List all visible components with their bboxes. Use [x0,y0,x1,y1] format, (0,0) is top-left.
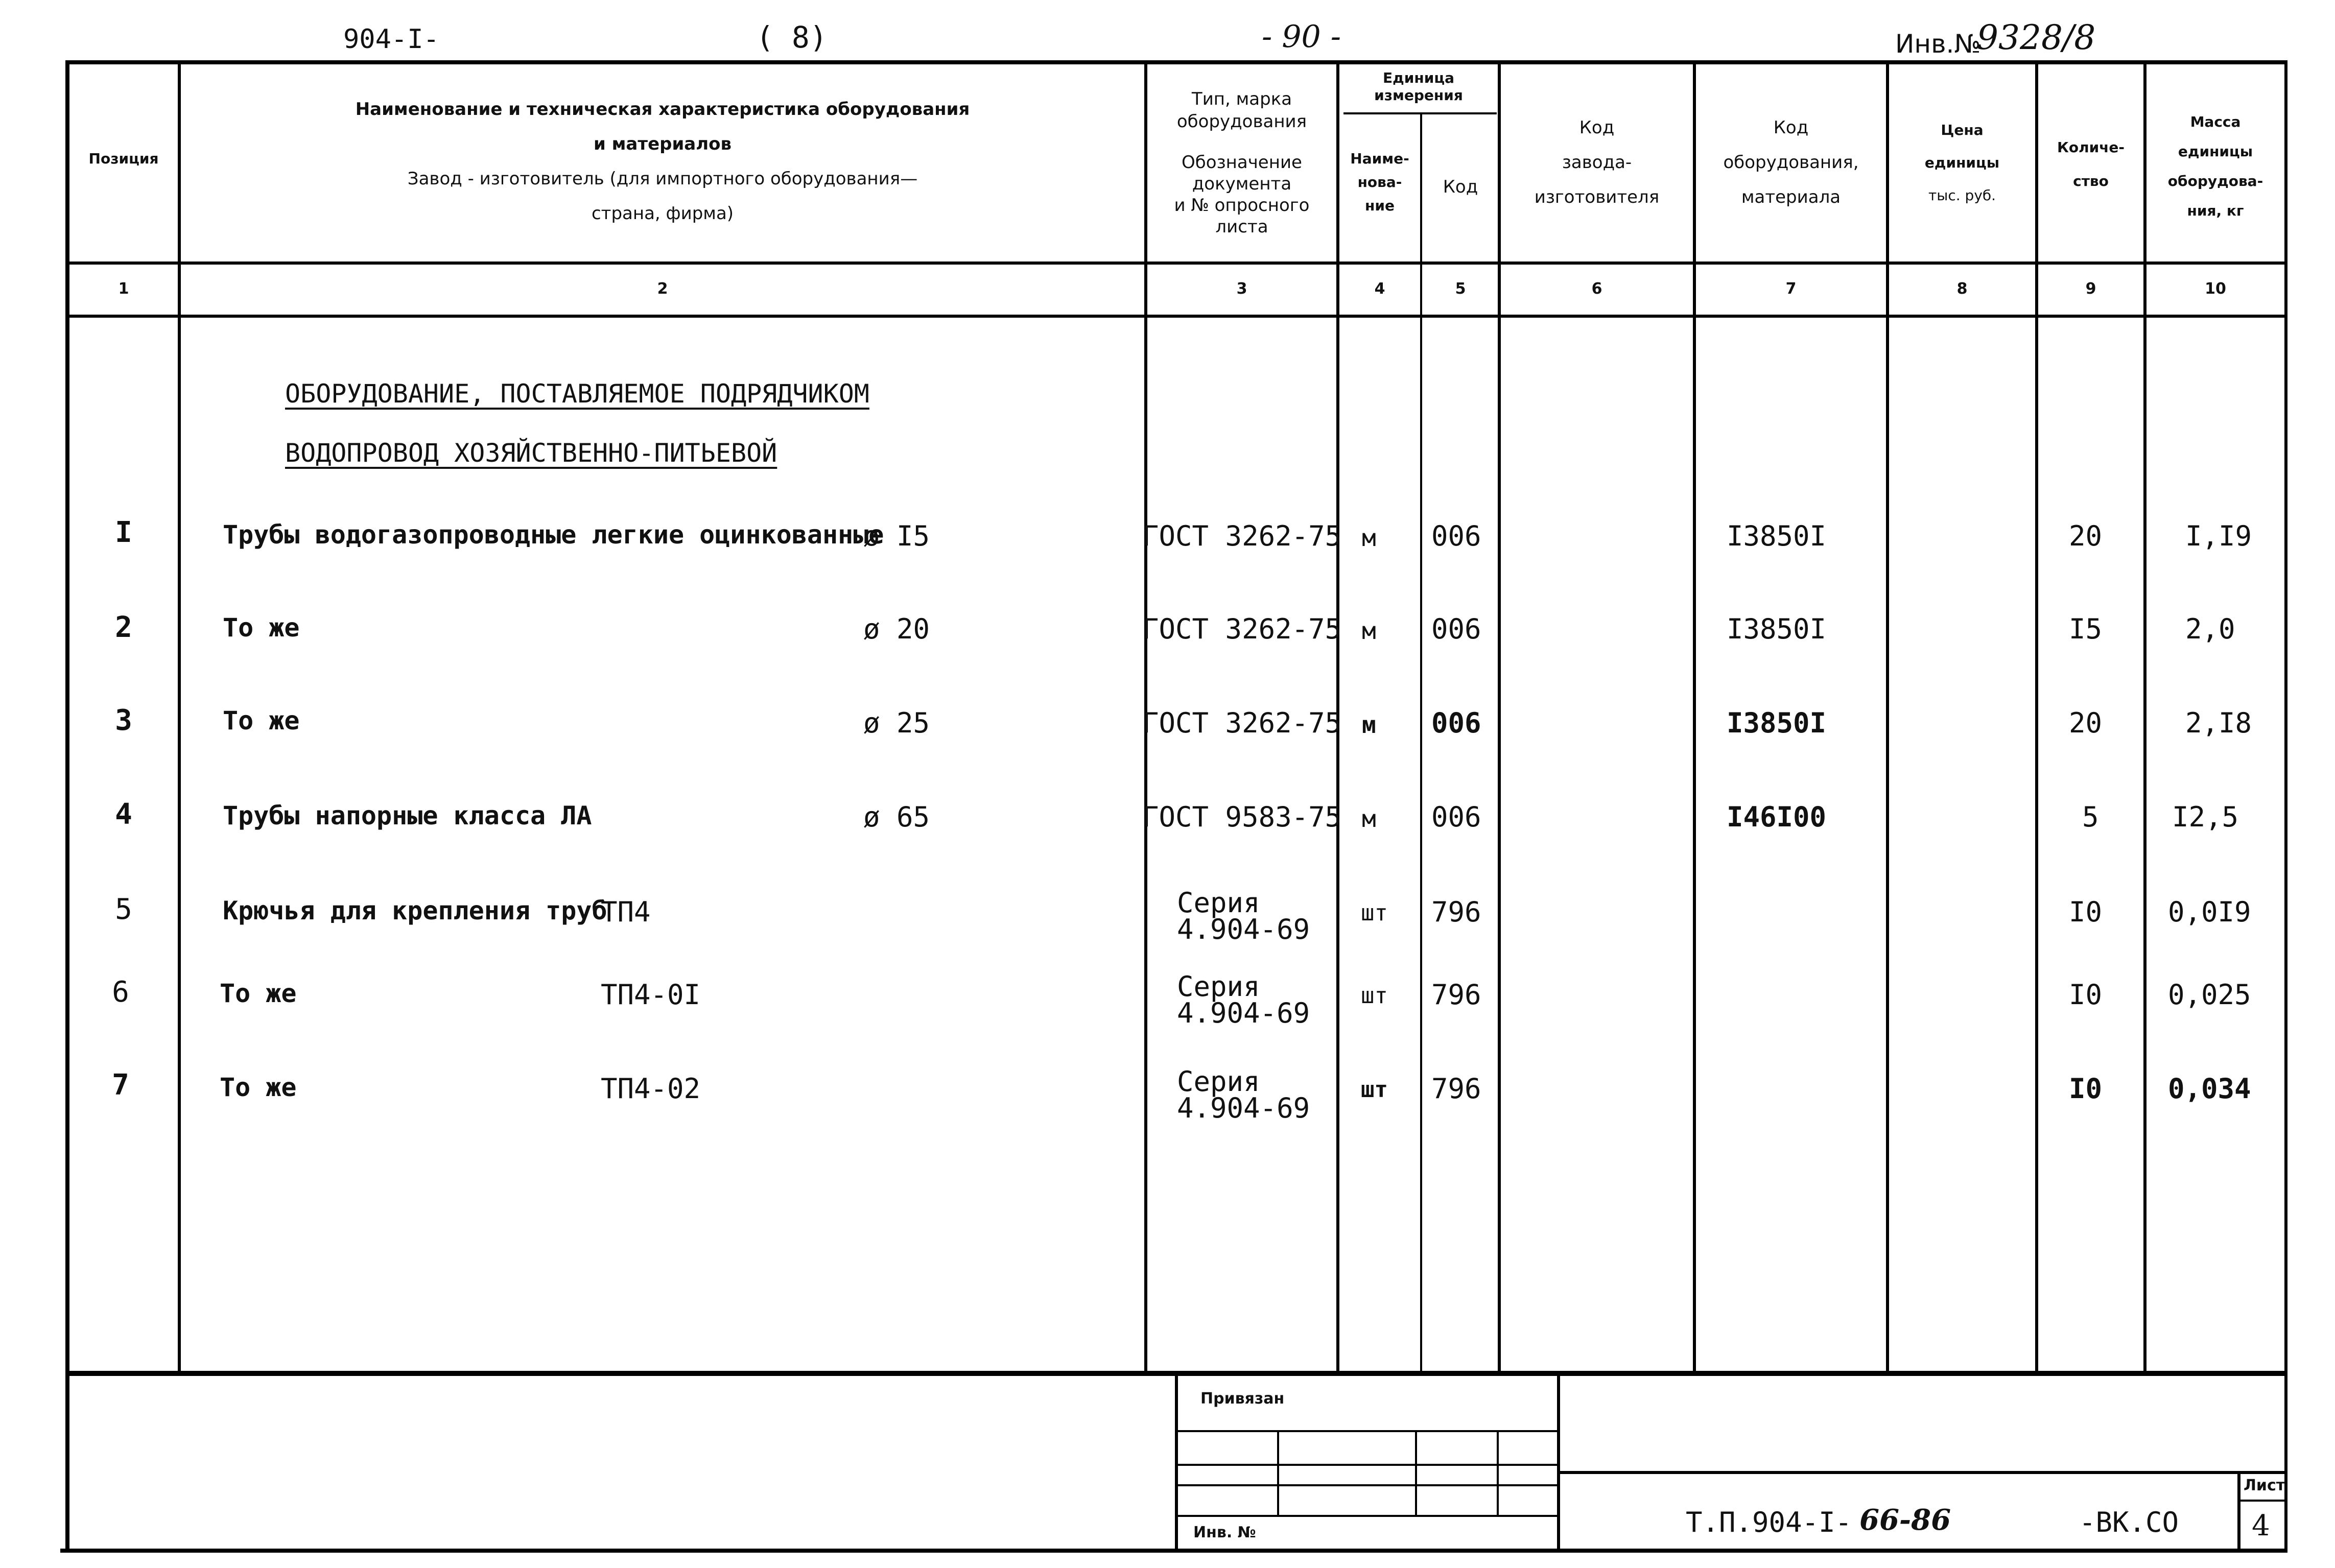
row-quantity: I0 [2069,1073,2103,1105]
row-unit: м [1362,711,1376,739]
header-mass-line3: оборудова- [2167,173,2263,189]
row-unit: м [1362,805,1376,833]
stamp-inventory-label: Инв. № [1193,1524,1256,1541]
col-number: 1 [118,280,129,298]
row-spec: ТП4 [601,896,651,928]
section-heading-equipment: ОБОРУДОВАНИЕ, ПОСТАВЛЯЕМОЕ ПОДРЯДЧИКОМ [285,379,869,409]
section-heading-water-supply: ВОДОПРОВОД ХОЗЯЙСТВЕННО-ПИТЬЕВОЙ [285,438,777,468]
row-unit-code: 006 [1431,707,1481,739]
row-mass: 2,I8 [2185,707,2252,739]
header-mass-line2: единицы [2178,143,2253,160]
row-document: ГОСТ 9583-75 [1142,801,1342,833]
header-material-code-line1: Код [1773,117,1809,138]
row-unit-code: 796 [1431,896,1481,928]
row-material-code: I3850I [1727,520,1827,552]
sheet-paren: ( 8) [756,20,828,55]
row-unit-code: 006 [1431,801,1481,833]
col-number: 4 [1374,280,1385,298]
row-spec: ø 25 [863,707,930,739]
header-material-code-line3: материала [1741,187,1841,207]
row-quantity: I5 [2069,613,2103,645]
row-unit: шт [1361,983,1388,1009]
col-number: 7 [1785,280,1797,298]
row-quantity: I0 [2069,896,2103,928]
row-document: ГОСТ 3262-75 [1142,707,1342,739]
page-number: - 90 - [1262,19,1341,55]
row-mass: 0,0I9 [2168,896,2251,928]
header-material-code-line2: оборудования, [1723,152,1859,173]
row-name: То же [220,979,297,1008]
header-factory-code-line2: завода- [1562,152,1632,173]
row-document: ГОСТ 3262-75 [1142,613,1342,645]
row-spec: ø 20 [863,613,930,645]
row-position: 6 [112,976,129,1009]
row-mass: 0,025 [2168,979,2251,1011]
header-type-line6: листа [1215,217,1268,237]
header-type-line2: оборудования [1176,111,1307,132]
header-unit-name-line3: ние [1365,197,1395,214]
row-document: Серия [1177,970,1260,1003]
row-document-series: 4.904-69 [1177,913,1310,945]
inventory-number: 9328/8 [1977,18,2096,57]
row-quantity: I0 [2069,979,2103,1011]
row-spec: ТП4-0I [601,979,701,1011]
col-number: 8 [1956,280,1968,298]
row-material-code: I46I00 [1727,801,1827,833]
header-factory-code-line3: изготовителя [1534,187,1660,207]
row-document-series: 4.904-69 [1177,997,1310,1029]
header-price-line3: тыс. руб. [1928,187,1996,204]
header-name-line1: Наименование и техническая характеристика оборудования [355,99,970,120]
row-name: То же [223,706,300,735]
col-number: 10 [2205,280,2226,298]
row-mass: I2,5 [2172,801,2239,833]
series-number: 904-I- [343,24,439,55]
header-quantity-line2: ство [2073,173,2109,189]
stamp-attached-label: Привязан [1200,1390,1285,1408]
row-unit: шт [1361,1077,1388,1103]
header-type-line5: и № опросного [1174,195,1310,216]
row-unit: шт [1361,900,1388,926]
row-document: Серия [1177,1065,1260,1098]
header-type-line1: Тип, марка [1191,89,1292,109]
row-document-series: 4.904-69 [1177,1092,1310,1124]
header-factory-code-line1: Код [1579,117,1615,138]
row-unit: м [1362,617,1376,645]
row-quantity: 20 [2069,520,2103,552]
row-mass: 2,0 [2185,613,2235,645]
header-price-line1: Цена [1941,122,1984,138]
row-mass: I,I9 [2185,520,2252,552]
row-material-code: I3850I [1727,707,1827,739]
header-position: Позиция [88,150,159,167]
header-mass-line4: ния, кг [2187,202,2244,219]
col-number: 6 [1591,280,1602,298]
header-mass-line1: Масса [2190,113,2241,130]
row-name: Крючья для крепления труб [223,896,607,925]
row-document: ГОСТ 3262-75 [1142,520,1342,552]
header-price-line2: единицы [1924,154,2000,171]
header-type-line4: документа [1192,174,1292,194]
header-unit-group-line2: измерения [1374,87,1463,104]
document-code-prefix: Т.П.904-I- [1686,1506,1852,1538]
row-unit: м [1362,524,1376,552]
row-unit-code: 796 [1431,979,1481,1011]
header-unit-name-line2: нова- [1357,174,1402,191]
row-name: То же [220,1073,297,1102]
row-spec: ø I5 [863,520,930,552]
document-code-handwritten: 66-86 [1859,1503,1951,1537]
row-material-code: I3850I [1727,613,1827,645]
header-unit-group-line1: Единица [1383,69,1454,86]
row-spec: ТП4-02 [601,1073,701,1105]
row-position: I [115,516,132,549]
header-name-line4: страна, фирма) [591,203,734,224]
row-position: 2 [115,611,132,644]
col-number: 2 [657,280,668,298]
document-code-suffix: -ВК.СО [2079,1506,2179,1538]
col-number: 3 [1236,280,1247,298]
row-document: Серия [1177,887,1260,919]
header-type-line3: Обозначение [1182,152,1302,173]
row-name: Трубы напорные класса ЛА [223,801,592,830]
row-position: 3 [115,704,132,737]
row-position: 5 [115,893,132,926]
row-unit-code: 006 [1431,613,1481,645]
row-name: То же [223,613,300,643]
row-quantity: 20 [2069,707,2103,739]
row-unit-code: 006 [1431,520,1481,552]
row-position: 7 [112,1068,129,1102]
header-name-line3: Завод - изготовитель (для импортного оборудования— [407,169,918,189]
inventory-label: Инв.№ [1895,29,1981,59]
header-quantity-line1: Количе- [2057,139,2125,156]
header-name-line2: и материалов [593,134,732,154]
sheet-number: 4 [2252,1509,2270,1542]
sheet-label: Лист [2244,1477,2285,1494]
row-mass: 0,034 [2168,1073,2251,1105]
header-unit-code: Код [1443,177,1478,197]
row-spec: ø 65 [863,801,930,833]
row-quantity: 5 [2082,801,2099,833]
row-name: Трубы водогазопроводные легкие оцинкованные [223,520,884,550]
col-number: 9 [2085,280,2096,298]
row-position: 4 [115,798,132,831]
row-unit-code: 796 [1431,1073,1481,1105]
header-unit-name-line1: Наиме- [1350,150,1409,167]
col-number: 5 [1455,280,1466,298]
